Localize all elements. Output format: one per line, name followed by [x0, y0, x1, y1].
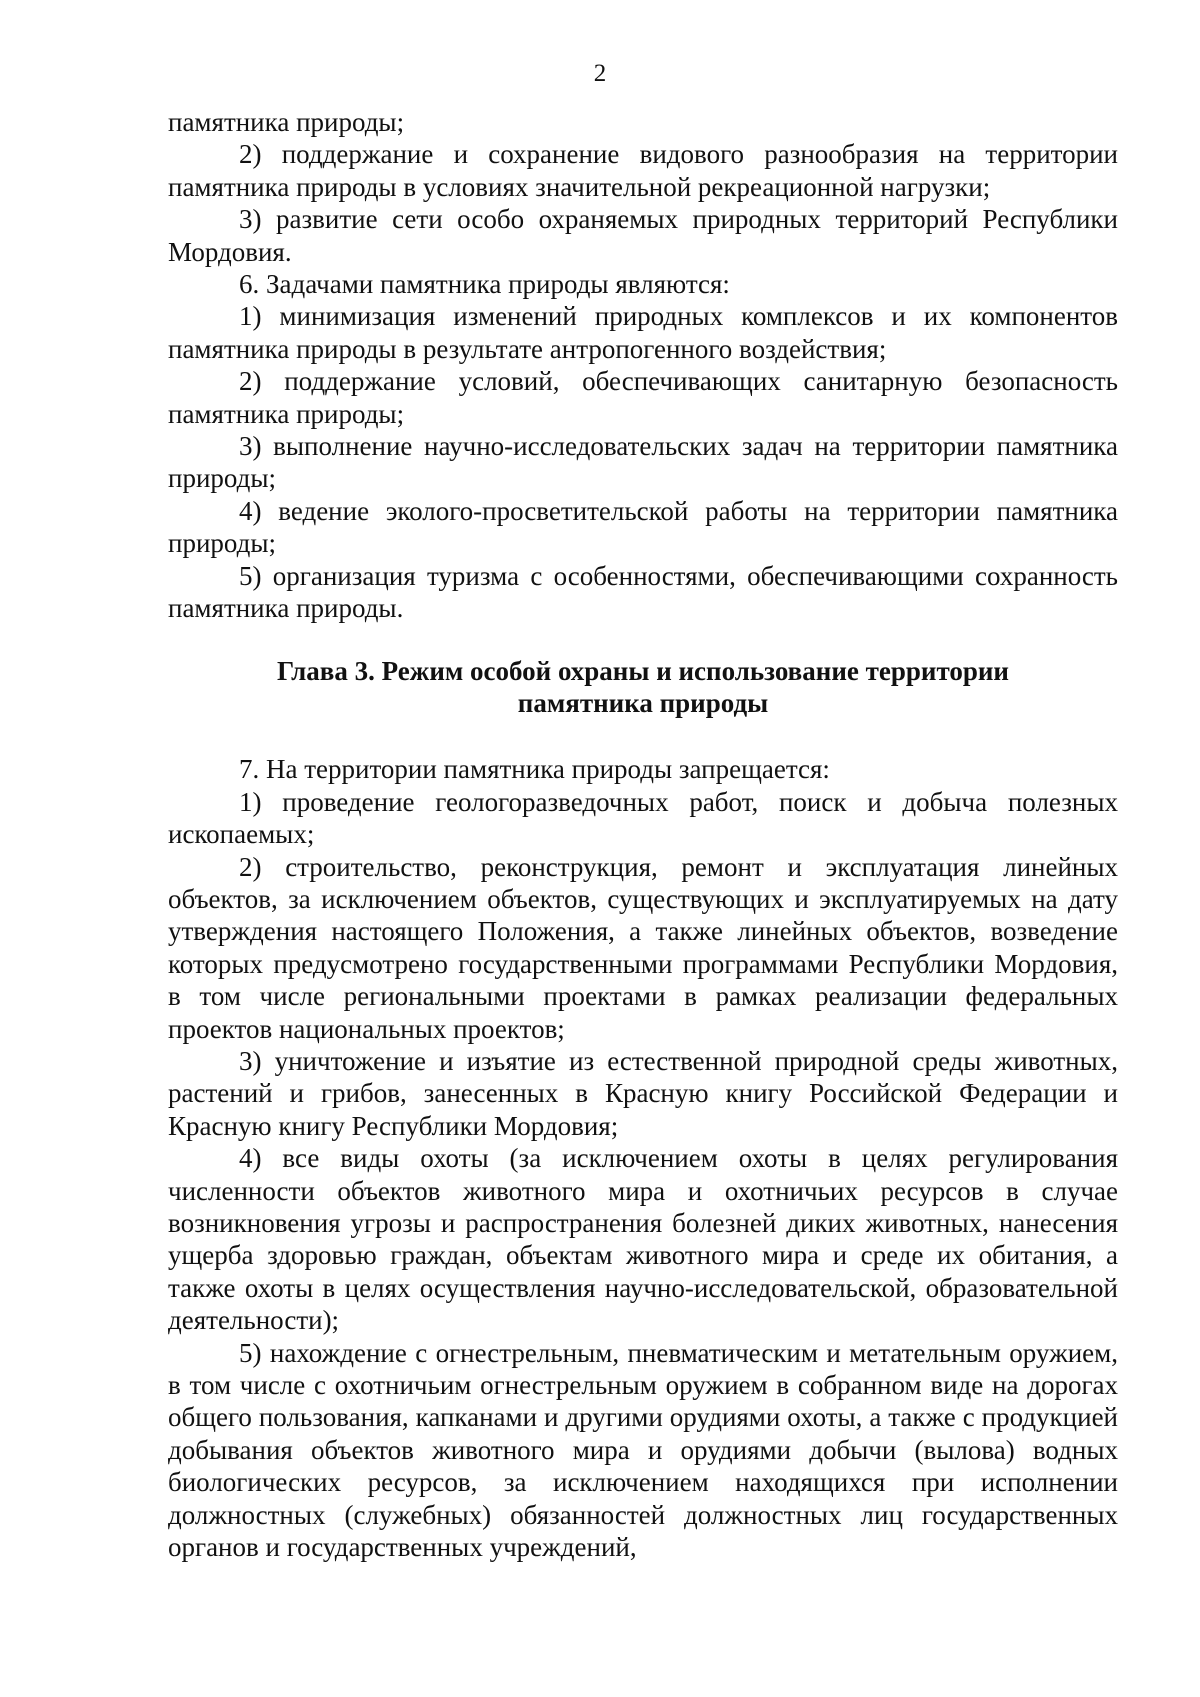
paragraph: 4) ведение эколого-просветительской работы на территории памятника природы;	[168, 495, 1118, 559]
paragraph: 2) поддержание условий, обеспечивающих санитарную безопасность памятника природы;	[168, 366, 1118, 429]
paragraph: 7. На территории памятника природы запрещается:	[239, 754, 830, 785]
chapter-heading	[168, 655, 1118, 720]
paragraph: 2) поддержание и сохранение видового разнообразия на территории памятника природы в условиях значительной рекреационной нагрузки;	[168, 139, 1118, 202]
page-number: 2	[593, 60, 607, 87]
paragraph: памятника природы;	[168, 107, 405, 137]
paragraph: 4) все виды охоты (за исключением охоты в целях регулирования численности объектов животного мира и охотничьих ресурсов в случае возникновения угрозы и распространения болезней диких животных, нанесения ущерба здоровью граждан, объектам животного мира и среде их обитания, а также охоты в целях осуществления научно-исследовательской, образовательной деятельности);	[168, 1143, 1118, 1336]
document-body	[168, 106, 1118, 1563]
paragraph: 3) выполнение научно-исследовательских задач на территории памятника природы;	[168, 431, 1118, 494]
chapter-heading-line: Глава 3. Режим особой охраны и использование территории	[277, 655, 1009, 686]
paragraph: 1) минимизация изменений природных комплексов и их компонентов памятника природы в результате антропогенного воздействия;	[168, 301, 1118, 364]
chapter-heading-line: памятника природы	[517, 687, 769, 718]
paragraph: 3) уничтожение и изъятие из естественной природной среды животных, растений и грибов, занесенных в Красную книгу Российской Федерации и Красную книгу Республики Мордовия;	[168, 1045, 1118, 1141]
paragraph: 5) организация туризма с особенностями, обеспечивающими сохранность памятника природы.	[168, 560, 1118, 624]
paragraph: 3) развитие сети особо охраняемых природных территорий Республики Мордовия.	[168, 204, 1118, 267]
paragraph: 6. Задачами памятника природы являются:	[239, 269, 730, 300]
paragraph: 5) нахождение с огнестрельным, пневматическим и метательным оружием, в том числе с охотничьим огнестрельным оружием в собранном виде на дорогах общего пользования, капканами и другими орудиями охоты, а также с продукцией добывания объектов животного мира и орудиями добычи (вылова) водных биологических ресурсов, за исключением находящихся при исполнении должностных (служебных) обязанностей должностных лиц государственных органов и государственных учреждений,	[168, 1337, 1118, 1563]
paragraph: 2) строительство, реконструкция, ремонт и эксплуатация линейных объектов, за исключением объектов, существующих и эксплуатируемых на дату утверждения настоящего Положения, а также линейных объектов, возведение которых предусмотрено государственными программами Республики Мордовия, в том числе региональными проектами в рамках реализации федеральных проектов национальных проектов;	[168, 851, 1118, 1044]
paragraph: 1) проведение геологоразведочных работ, поиск и добыча полезных ископаемых;	[168, 786, 1118, 850]
